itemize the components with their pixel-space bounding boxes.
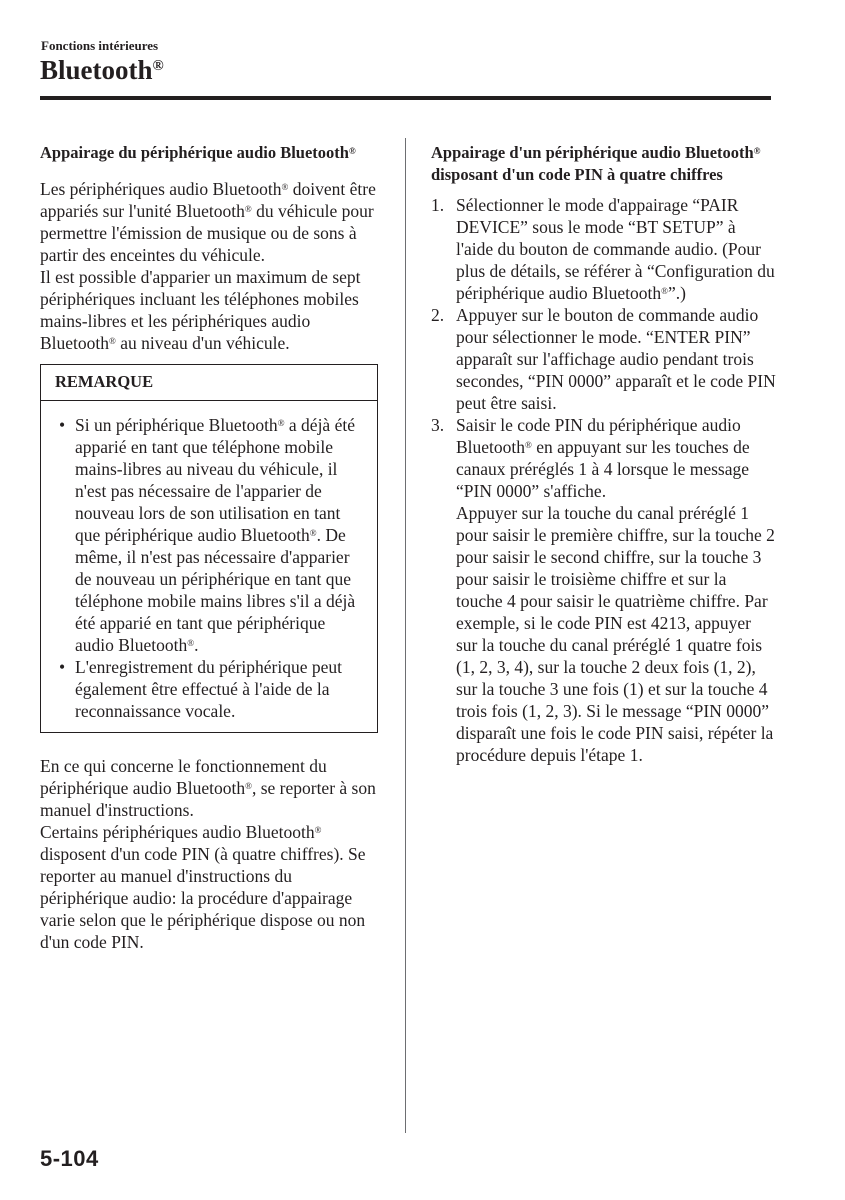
page-number: 5-104: [40, 1146, 99, 1171]
column-divider: [405, 138, 406, 1133]
step-number: 1.: [431, 195, 445, 215]
registered-mark: ®: [187, 638, 195, 648]
section-label: Fonctions intérieures: [41, 38, 159, 53]
text: doivent être appariés sur l'unité Bluetooth: [40, 179, 376, 221]
registered-mark: ®: [109, 336, 116, 346]
text: Saisir le code PIN du périphérique audio Bluetooth: [456, 415, 741, 457]
text: Sélectionner le mode d'appairage “PAIR DEVICE” sous le mode “BT SETUP” à l'aide du bouton de commande audio. (Pour plus de détails, se référer à “Configuration du périphérique audio Bluetooth: [456, 195, 775, 303]
page-title-text: Bluetooth: [40, 55, 153, 85]
step-item: [431, 414, 776, 766]
registered-mark: ®: [244, 204, 252, 214]
text: a déjà été apparié en tant que téléphone mobile mains-libres au niveau du véhicule, il n'est pas nécessaire de l'apparier de nouveau lors de son utilisation en tant que périphérique audio Bluetooth: [75, 415, 355, 545]
step-item: [431, 194, 776, 304]
text: .: [194, 635, 199, 655]
registered-mark: ®: [753, 146, 761, 156]
text: du véhicule pour permettre l'émission de musique ou de sons à partir des enceintes du véhicule.: [40, 201, 374, 265]
text: Il est possible d'apparier un maximum de sept périphériques incluant les téléphones mobiles mains-libres et les périphériques audio Bluetooth: [40, 267, 361, 353]
text: Si un périphérique Bluetooth: [75, 415, 278, 435]
step-number: 2.: [431, 305, 445, 325]
text: au niveau d'un véhicule.: [120, 333, 290, 353]
registered-mark: ®: [348, 146, 356, 156]
step-number: 3.: [431, 415, 445, 435]
text: Certains périphériques audio Bluetooth: [40, 822, 315, 842]
left-heading: [40, 142, 378, 164]
registered-mark: ®: [245, 781, 252, 791]
note-item: [55, 414, 367, 656]
registered-mark: ®: [152, 58, 164, 74]
note-item: [55, 656, 367, 722]
text: Les périphériques audio Bluetooth: [40, 179, 282, 199]
right-column: [431, 142, 776, 766]
registered-mark: ®: [309, 528, 317, 538]
text: En ce qui concerne le fonctionnement du périphérique audio Bluetooth: [40, 756, 327, 798]
right-heading: [431, 142, 776, 186]
left-heading-text: Appairage du périphérique audio Bluetooth: [40, 143, 349, 162]
paragraph-pin-code: [40, 821, 378, 953]
bullet-icon: •: [59, 415, 66, 435]
text: Appuyer sur la touche du canal préréglé 1 pour saisir le première chiffre, sur la touche 2 pour saisir le second chiffre, sur la touche 3 pour saisir le troisième chiffre et sur la touche 4 pour saisir le quatrième chiffre. Par exemple, si le code PIN est 4213, appuyer sur la touche du canal préréglé 1 quatre fois (1, 2, 3, 4), sur la touche 2 deux fois (1, 2), sur la touche 3 une fois (1) et sur la touche 4 trois fois (1, 2, 3). Si le message “PIN 0000” disparaît une fois le code PIN saisi, répéter la procédure depuis l'étape 1.: [456, 503, 775, 765]
text: Appuyer sur le bouton de commande audio pour sélectionner le mode. “ENTER PIN” apparaît sur l'affichage audio pendant trois secondes, “PIN 0000” apparaît et le code PIN peut être saisi.: [456, 305, 776, 413]
text: L'enregistrement du périphérique peut également être effectué à l'aide de la reconnaissance vocale.: [75, 657, 343, 721]
paragraph-pairing-intro: [40, 178, 378, 266]
text: en appuyant sur les touches de canaux préréglés 1 à 4 lorsque le message “PIN 0000” s'affiche.: [456, 437, 750, 501]
text: , se reporter à son manuel d'instructions.: [40, 778, 376, 820]
paragraph-manual: [40, 755, 378, 821]
text: disposent d'un code PIN (à quatre chiffres). Se reporter au manuel d'instructions du périphérique audio: la procédure d'appairage varie selon que le périphérique dispose ou non d'un code PIN.: [40, 844, 366, 952]
note-body: [41, 401, 377, 732]
step-item: [431, 304, 776, 414]
registered-mark: ®: [281, 182, 289, 192]
text: ”.): [667, 283, 686, 303]
text: disposant d'un code PIN à quatre chiffres: [431, 165, 723, 184]
note-box: [40, 364, 378, 733]
text: Appairage d'un périphérique audio Bluetooth: [431, 143, 754, 162]
text: . De même, il n'est pas nécessaire d'apparier de nouveau un périphérique en tant que téléphone mobile mains libres s'il a déjà été apparié en tant que périphérique audio Bluetooth: [75, 525, 356, 655]
bullet-icon: •: [59, 657, 66, 677]
left-column: [40, 142, 378, 953]
paragraph-max-devices: [40, 266, 378, 354]
registered-mark: ®: [277, 418, 285, 428]
registered-mark: ®: [661, 286, 668, 296]
note-header: REMARQUE: [41, 365, 377, 401]
registered-mark: ®: [525, 440, 532, 450]
title-rule: [40, 96, 771, 100]
page-title: [40, 56, 164, 86]
steps-list: [431, 194, 776, 766]
registered-mark: ®: [314, 825, 322, 835]
